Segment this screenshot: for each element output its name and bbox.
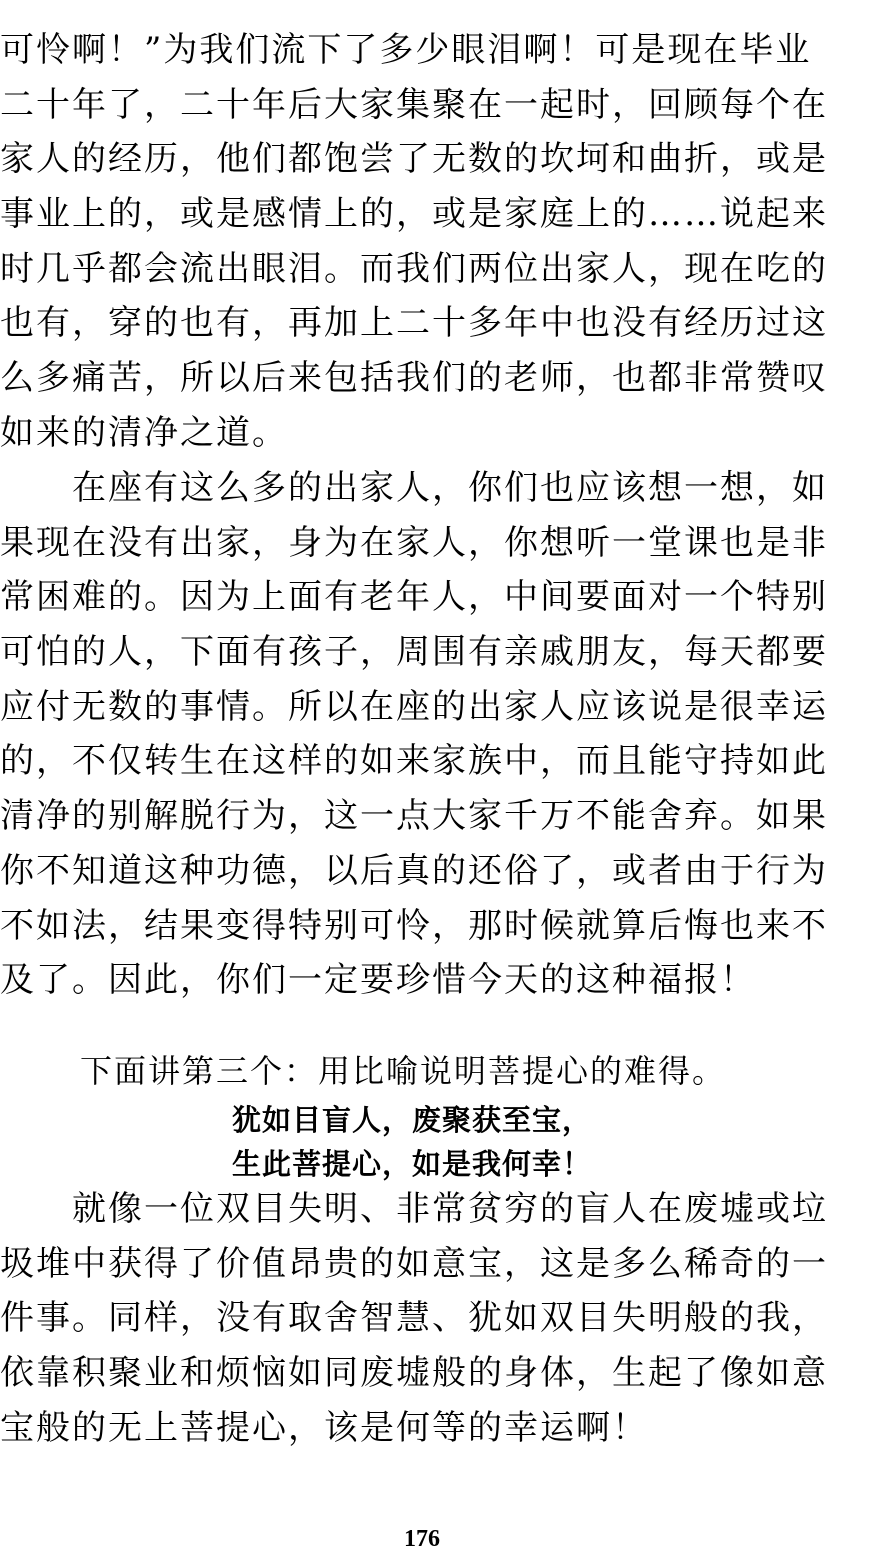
text-line: 圾堆中获得了价值昂贵的如意宝，这是多么稀奇的一 <box>0 1243 828 1284</box>
page-number: 176 <box>404 1526 440 1552</box>
text-line: 应付无数的事情。所以在座的出家人应该说是很幸运 <box>0 686 828 727</box>
text-line: 么多痛苦，所以后来包括我们的老师，也都非常赞叹 <box>0 358 828 399</box>
text-line: 常困难的。因为上面有老年人，中间要面对一个特别 <box>0 577 828 618</box>
text-line: 可怕的人，下面有孩子，周围有亲戚朋友，每天都要 <box>0 632 828 673</box>
text-line: 二十年了，二十年后大家集聚在一起时，回顾每个在 <box>0 84 828 125</box>
paragraph-1 <box>0 23 846 461</box>
text-line: 可怜啊！”为我们流下了多少眼泪啊！可是现在毕业 <box>0 30 812 70</box>
text-line: 件事。同样，没有取舍智慧、犹如双目失明般的我， <box>0 1298 828 1339</box>
text-line: 的，不仅转生在这样的如来家族中，而且能守持如此 <box>0 741 828 782</box>
paragraph-3 <box>0 1182 846 1455</box>
text-line: 时几乎都会流出眼泪。而我们两位出家人，现在吃的 <box>0 248 828 289</box>
verse-line-1: 犹如目盲人，废聚获至宝， <box>232 1103 593 1137</box>
text-line: 果现在没有出家，身为在家人，你想听一堂课也是非 <box>0 522 828 563</box>
text-line: 依靠积聚业和烦恼如同废墟般的身体，生起了像如意 <box>0 1353 828 1394</box>
text-line: 在座有这么多的出家人，你们也应该想一想，如 <box>0 468 828 508</box>
text-line: 家人的经历，他们都饱尝了无数的坎坷和曲折，或是 <box>0 139 828 180</box>
text-line: 事业上的，或是感情上的，或是家庭上的……说起来 <box>0 194 828 235</box>
text-line: 你不知道这种功德，以后真的还俗了，或者由于行为 <box>0 850 828 891</box>
text-line: 清净的别解脱行为，这一点大家千万不能舍弃。如果 <box>0 796 828 837</box>
text-line: 也有，穿的也有，再加上二十多年中也没有经历过这 <box>0 303 828 344</box>
text-line: 宝般的无上菩提心，该是何等的幸运啊！ <box>0 1407 648 1448</box>
section-heading: 下面讲第三个：用比喻说明菩提心的难得。 <box>80 1052 727 1090</box>
paragraph-2 <box>0 461 846 1008</box>
text-line: 及了。因此，你们一定要珍惜今天的这种福报！ <box>0 960 756 1001</box>
text-line: 不如法，结果变得特别可怜，那时候就算后悔也来不 <box>0 905 828 946</box>
verse-line-2: 生此菩提心，如是我何幸！ <box>232 1147 593 1181</box>
text-line: 如来的清净之道。 <box>0 412 288 453</box>
text-line: 就像一位双目失明、非常贫穷的盲人在废墟或垃 <box>0 1189 828 1229</box>
